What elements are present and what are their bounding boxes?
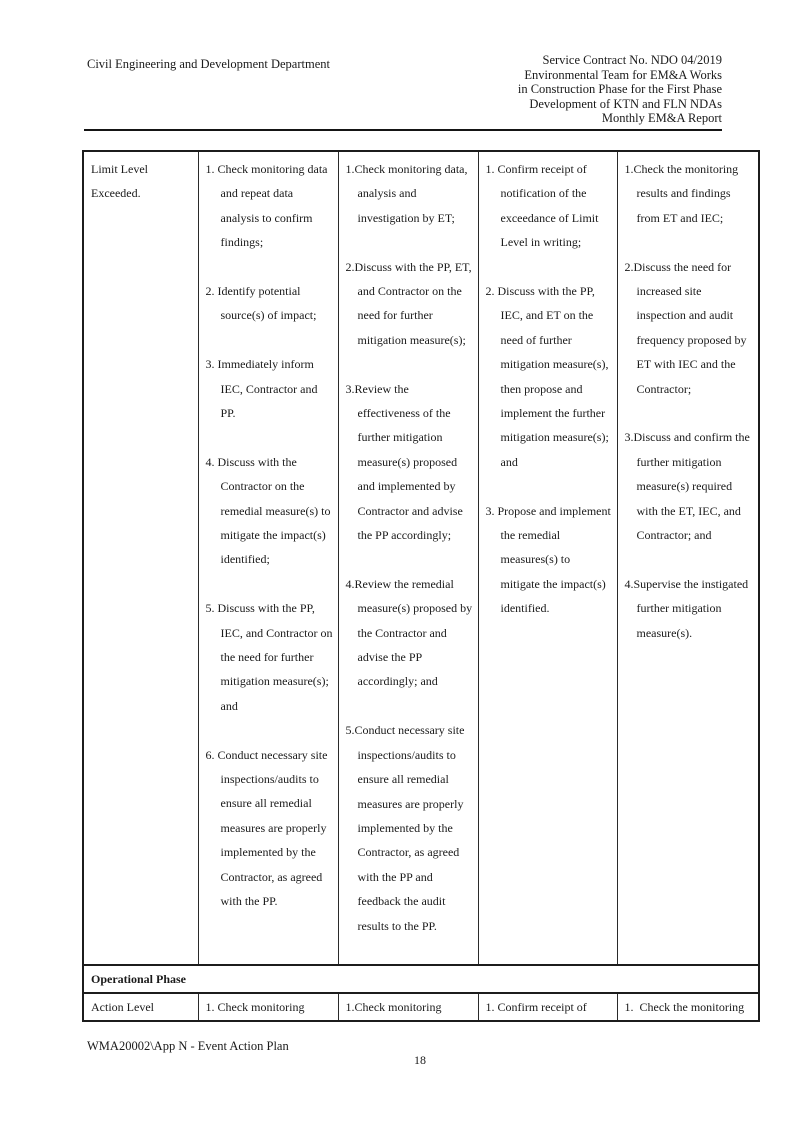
header-divider-rule xyxy=(84,129,722,131)
table-row-operational-phase xyxy=(83,965,759,993)
action-list-item: 4.Review the remedial measure(s) proposed by the Contractor and advise the PP accordingly; and xyxy=(345,576,476,689)
table-row-action-level xyxy=(83,993,759,1021)
action-level-et-cell: 1. Check monitoring xyxy=(198,993,338,1021)
action-list-item: 3. Propose and implement the remedial measures(s) to mitigate the impact(s) identified. xyxy=(485,503,614,616)
action-list-item: 2.Discuss with the PP, ET, and Contractor on the need for further mitigation measure(s); xyxy=(345,259,475,347)
action-list-item: 4.Supervise the instigated further mitigation measure(s). xyxy=(624,576,752,640)
action-list-item: 5.Conduct necessary site inspections/audits to ensure all remedial measures are properly implemented by the Contractor, as agreed with the PP and feedback the audit results to the PP. xyxy=(345,723,468,933)
header-contract-no: Service Contract No. NDO 04/2019 xyxy=(542,53,722,67)
limit-level-iec-actions-cell xyxy=(338,151,478,965)
header-department-title: Civil Engineering and Development Department xyxy=(87,57,330,71)
action-level-iec-cell: 1.Check monitoring xyxy=(338,993,478,1021)
action-list-item: 1. Confirm receipt of notification of the exceedance of Limit Level in writing; xyxy=(485,162,602,250)
action-list-item: 5. Discuss with the PP, IEC, and Contractor on the need for further mitigation measure(s); and xyxy=(205,601,336,713)
header-report-type: Monthly EM&A Report xyxy=(601,111,722,126)
event-action-plan-table xyxy=(82,150,760,1022)
action-level-label-cell: Action Level xyxy=(83,993,198,1021)
header-team-line: Environmental Team for EM&A Works xyxy=(524,67,722,82)
action-list-item: 1.Check the monitoring results and findings from ET and IEC; xyxy=(624,162,742,225)
action-list-item: 3.Discuss and confirm the further mitigation measure(s) required with the ET, IEC, and Contractor; and xyxy=(624,430,753,543)
action-list-item: 3.Review the effectiveness of the further mitigation measure(s) proposed and implemented by Contractor and advise the PP accordingly; xyxy=(345,381,466,543)
header-development-line: Development of KTN and FLN NDAs xyxy=(529,96,722,111)
action-list-item: 6. Conduct necessary site inspections/audits to ensure all remedial measures are properly implemented by the Contractor, as agreed with the PP. xyxy=(205,747,331,909)
limit-level-et-actions-cell xyxy=(198,151,338,965)
action-list-item: 1. Check monitoring data and repeat data analysis to confirm findings; xyxy=(205,162,331,250)
table-row-limit-level xyxy=(83,151,759,965)
limit-level-label-cell: Limit Level Exceeded. xyxy=(83,151,198,965)
action-list-item: 3. Immediately inform IEC, Contractor and PP. xyxy=(205,357,321,421)
action-level-contractor-cell: 1. Check the monitoring xyxy=(617,993,759,1021)
limit-level-pp-actions-cell xyxy=(478,151,617,965)
action-level-pp-cell: 1. Confirm receipt of xyxy=(478,993,617,1021)
footer-page-number: 18 xyxy=(414,1053,426,1067)
action-list-item: 1.Check monitoring data, analysis and investigation by ET; xyxy=(345,162,471,225)
operational-phase-section-header: Operational Phase xyxy=(83,965,759,993)
header-phase-line: in Construction Phase for the First Phase xyxy=(517,82,722,97)
footer-document-reference: WMA20002\App N - Event Action Plan xyxy=(87,1039,289,1053)
limit-level-contractor-actions-cell xyxy=(617,151,759,965)
action-list-item: 2. Identify potential source(s) of impact; xyxy=(205,284,317,323)
header-report-block xyxy=(518,53,722,126)
action-list-item: 4. Discuss with the Contractor on the remedial measure(s) to mitigate the impact(s) identified; xyxy=(205,454,334,567)
action-list-item: 2. Discuss with the PP, IEC, and ET on the need of further mitigation measure(s), then propose and implement the further mitigation measure(s); and xyxy=(485,284,612,469)
action-list-item: 2.Discuss the need for increased site inspection and audit frequency proposed by ET with IEC and the Contractor; xyxy=(624,259,750,396)
